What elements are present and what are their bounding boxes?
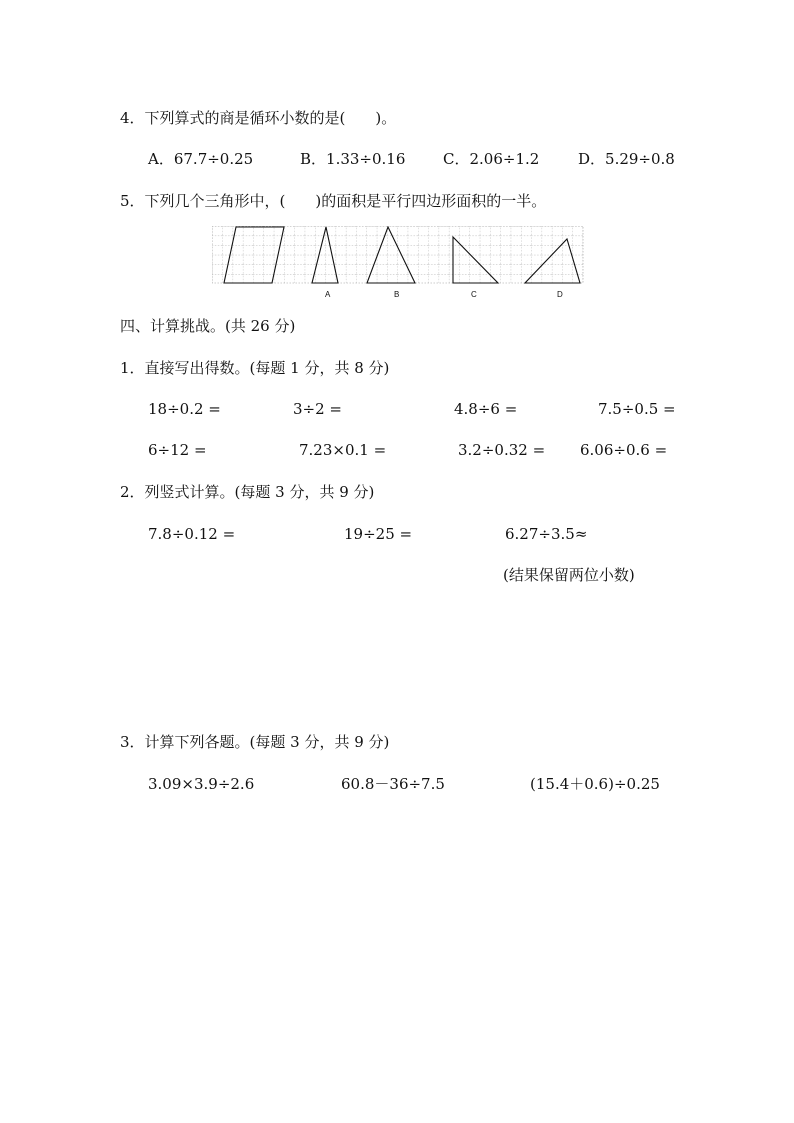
oral-calc-item: 3÷2 =	[293, 400, 342, 418]
oral-calc-item: 6÷12 =	[148, 441, 207, 459]
q5-question: 5．下列几个三角形中，( )的面积是平行四边形面积的一半。	[120, 192, 547, 210]
figure-label-c: C	[471, 290, 477, 299]
part3-title: 3．计算下列各题。(每题 3 分，共 9 分)	[120, 733, 390, 751]
rounding-note: (结果保留两位小数)	[503, 566, 635, 584]
vertical-calc-item: 7.8÷0.12 =	[148, 525, 236, 543]
mixed-calc-item: 3.09×3.9÷2.6	[148, 775, 255, 793]
part1-title: 1．直接写出得数。(每题 1 分，共 8 分)	[120, 359, 390, 377]
oral-calc-item: 7.23×0.1 =	[299, 441, 387, 459]
oral-calc-item: 18÷0.2 =	[148, 400, 221, 418]
q4-option-b: B．1.33÷0.16	[300, 150, 406, 168]
figure-label-a: A	[325, 290, 331, 299]
oral-calc-item: 7.5÷0.5 =	[598, 400, 676, 418]
q5-figure-grid	[212, 226, 584, 284]
q4-question: 4．下列算式的商是循环小数的是( )。	[120, 109, 397, 127]
figure-label-b: B	[394, 290, 400, 299]
vertical-calc-item: 6.27÷3.5≈	[505, 525, 588, 543]
oral-calc-item: 6.06÷0.6 =	[580, 441, 668, 459]
q4-option-d: D．5.29÷0.8	[578, 150, 675, 168]
section-title: 四、计算挑战。(共 26 分)	[120, 317, 296, 335]
mixed-calc-item: (15.4＋0.6)÷0.25	[530, 775, 660, 793]
figure-label-d: D	[557, 290, 563, 299]
q4-option-c: C．2.06÷1.2	[443, 150, 540, 168]
q4-option-a: A．67.7÷0.25	[148, 150, 254, 168]
mixed-calc-item: 60.8－36÷7.5	[341, 775, 445, 793]
part2-title: 2．列竖式计算。(每题 3 分，共 9 分)	[120, 483, 375, 501]
oral-calc-item: 4.8÷6 =	[454, 400, 518, 418]
vertical-calc-item: 19÷25 =	[344, 525, 413, 543]
oral-calc-item: 3.2÷0.32 =	[458, 441, 546, 459]
